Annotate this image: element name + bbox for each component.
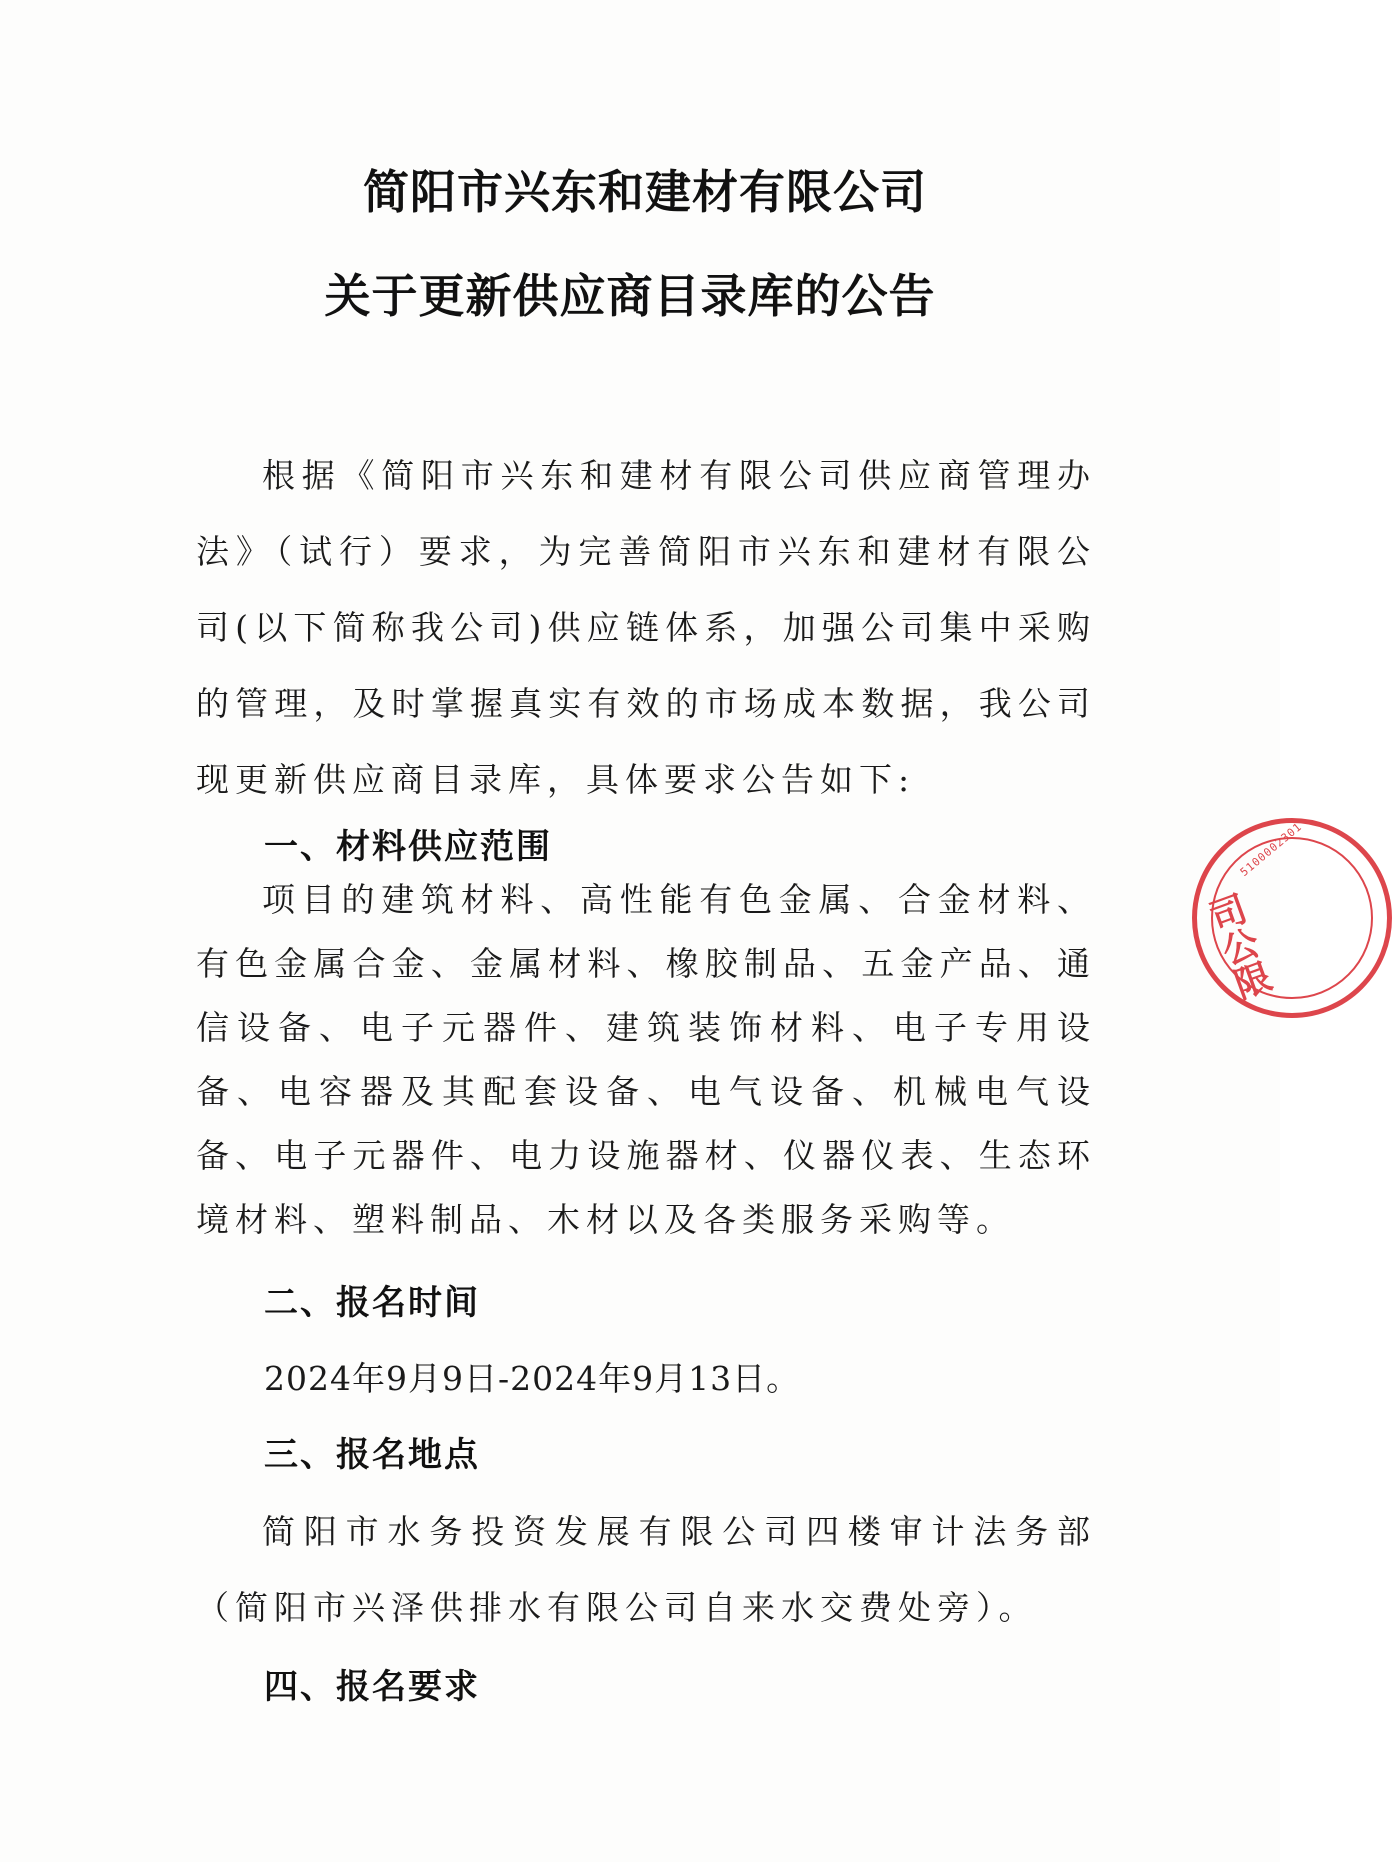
intro-paragraph: 根据《简阳市兴东和建材有限公司供应商管理办法》（试行）要求，为完善简阳市兴东和建材有限公司(以下简称我公司)供应链体系，加强公司集中采购的管理，及时掌握真实有效的市场成本数据，我公司现更新供应商目录库，具体要求公告如下: bbox=[196, 456, 1096, 799]
document-title-line-1: 简阳市兴东和建材有限公司 bbox=[363, 165, 927, 219]
seal-number: 5100002301 bbox=[1237, 820, 1305, 879]
section-body-scope: 项目的建筑材料、高性能有色金属、合金材料、有色金属合金、金属材料、橡胶制品、五金产品、通信设备、电子元器件、建筑装饰材料、电子专用设备、电容器及其配套设备、电气设备、机械电气设备、电子元器件、电力设施器材、仪器仪表、生态环境材料、塑料制品、木材以及各类服务采购等。 bbox=[196, 880, 1096, 1239]
seal-characters: 司公限 bbox=[1199, 889, 1276, 1005]
company-seal-stamp bbox=[1192, 818, 1392, 1018]
section-heading-location: 三、报名地点 bbox=[264, 1435, 480, 1475]
section-heading-time: 二、报名时间 bbox=[264, 1283, 480, 1323]
section-body-location: 简阳市水务投资发展有限公司四楼审计法务部（简阳市兴泽供排水有限公司自来水交费处旁）。 bbox=[196, 1512, 1096, 1627]
document-title-line-2: 关于更新供应商目录库的公告 bbox=[324, 269, 936, 323]
section-body-time: 2024年9月9日-2024年9月13日。 bbox=[264, 1359, 801, 1398]
section-heading-scope: 一、材料供应范围 bbox=[264, 827, 552, 867]
section-heading-requirements: 四、报名要求 bbox=[264, 1667, 480, 1707]
